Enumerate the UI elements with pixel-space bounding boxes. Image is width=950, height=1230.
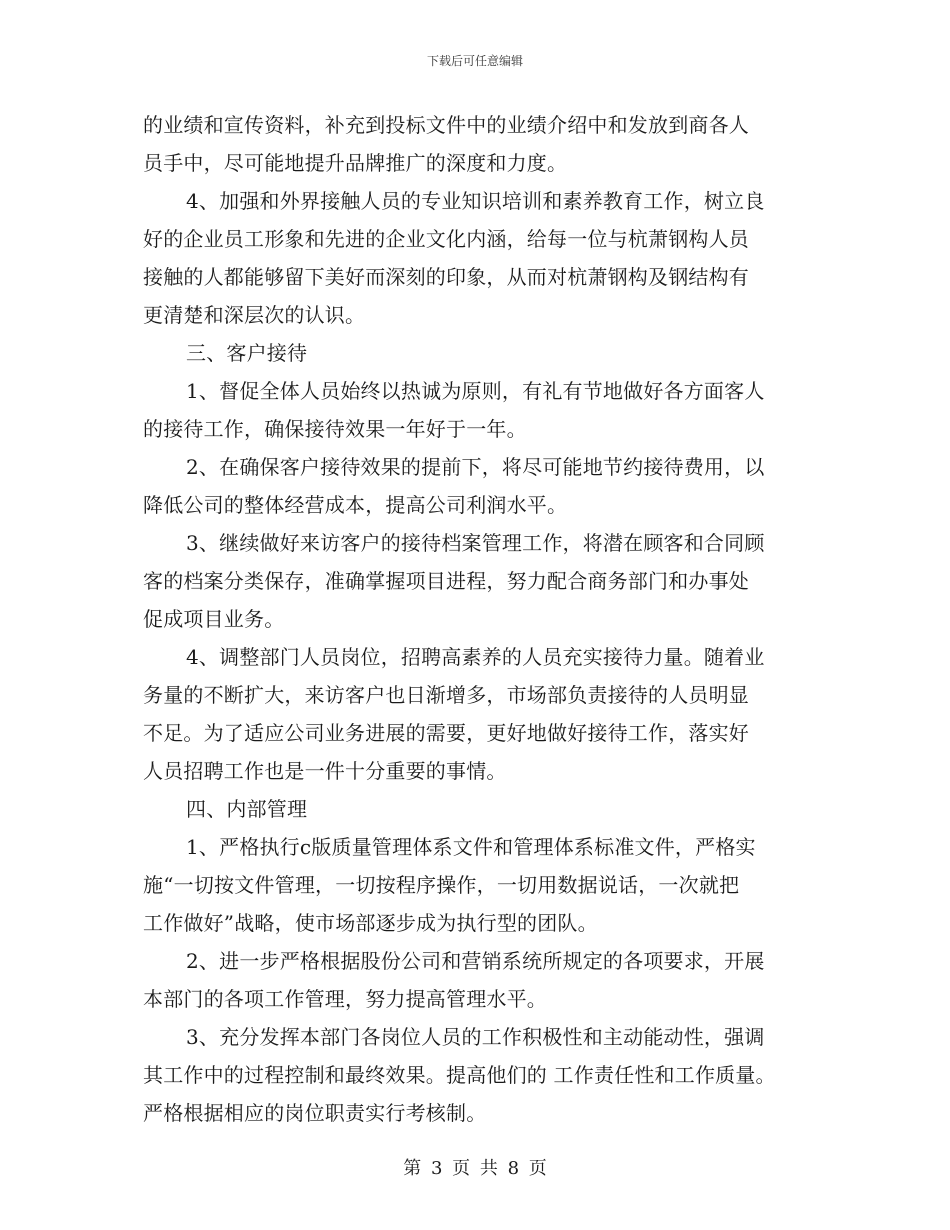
text-line: 降低公司的整体经营成本，提高公司利润水平。 (143, 493, 568, 517)
text-line: 2、在确保客户接待效果的提前下，将尽可能地节约接待费用，以 (186, 455, 765, 479)
text-line: 2、进一步严格根据股份公司和营销系统所规定的各项要求，开展 (186, 949, 765, 973)
text-line: 4、调整部门人员岗位，招聘高素养的人员充实接待力量。随着业 (186, 645, 765, 669)
text-line: 好的企业员工形象和先进的企业文化内涵，给每一位与杭萧钢构人员 (143, 227, 749, 251)
text-line: 4、加强和外界接触人员的专业知识培训和素养教育工作，树立良 (186, 189, 765, 213)
text-line: 3、继续做好来访客户的接待档案管理工作，将潜在顾客和合同顾 (186, 531, 765, 555)
text-line: 1、严格执行c版质量管理体系文件和管理体系标准文件，严格实 (186, 835, 756, 859)
text-line: 客的档案分类保存，准确掌握项目进程，努力配合商务部门和办事处 (143, 569, 749, 593)
text-line: 更清楚和深层次的认识。 (143, 303, 366, 327)
text-line: 不足。为了适应公司业务进展的需要，更好地做好接待工作，落实好 (143, 721, 749, 745)
page-header: 下载后可任意编辑 (426, 54, 523, 68)
document-body (143, 106, 811, 1132)
section-heading: 三、客户接待 (186, 341, 308, 365)
text-line: 严格根据相应的岗位职责实行考核制。 (143, 1101, 487, 1125)
text-line: 的接待工作，确保接待效果一年好于一年。 (143, 417, 527, 441)
text-line: 工作做好”战略，使市场部逐步成为执行型的团队。 (143, 911, 598, 935)
text-line: 务量的不断扩大，来访客户也日渐增多，市场部负责接待的人员明显 (143, 683, 749, 707)
text-line: 员手中，尽可能地提升品牌推广的深度和力度。 (143, 151, 568, 175)
text-line: 促成项目业务。 (143, 607, 285, 631)
text-line: 3、充分发挥本部门各岗位人员的工作积极性和主动能动性，强调 (186, 1025, 765, 1049)
text-line: 1、督促全体人员始终以热诚为原则，有礼有节地做好各方面客人 (186, 379, 765, 403)
text-line: 其工作中的过程控制和最终效果。提高他们的 工作责任性和工作质量。 (143, 1063, 776, 1087)
section-heading: 四、内部管理 (186, 797, 308, 821)
text-line: 人员招聘工作也是一件十分重要的事情。 (143, 759, 507, 783)
text-line: 施“一切按文件管理，一切按程序操作，一切用数据说话，一次就把 (143, 873, 740, 897)
page-number-footer: 第 3 页 共 8 页 (403, 1158, 547, 1179)
text-line: 本部门的各项工作管理，努力提高管理水平。 (143, 987, 547, 1011)
text-line: 接触的人都能够留下美好而深刻的印象，从而对杭萧钢构及钢结构有 (143, 265, 749, 289)
text-line: 的业绩和宣传资料，补充到投标文件中的业绩介绍中和发放到商各人 (143, 113, 749, 137)
